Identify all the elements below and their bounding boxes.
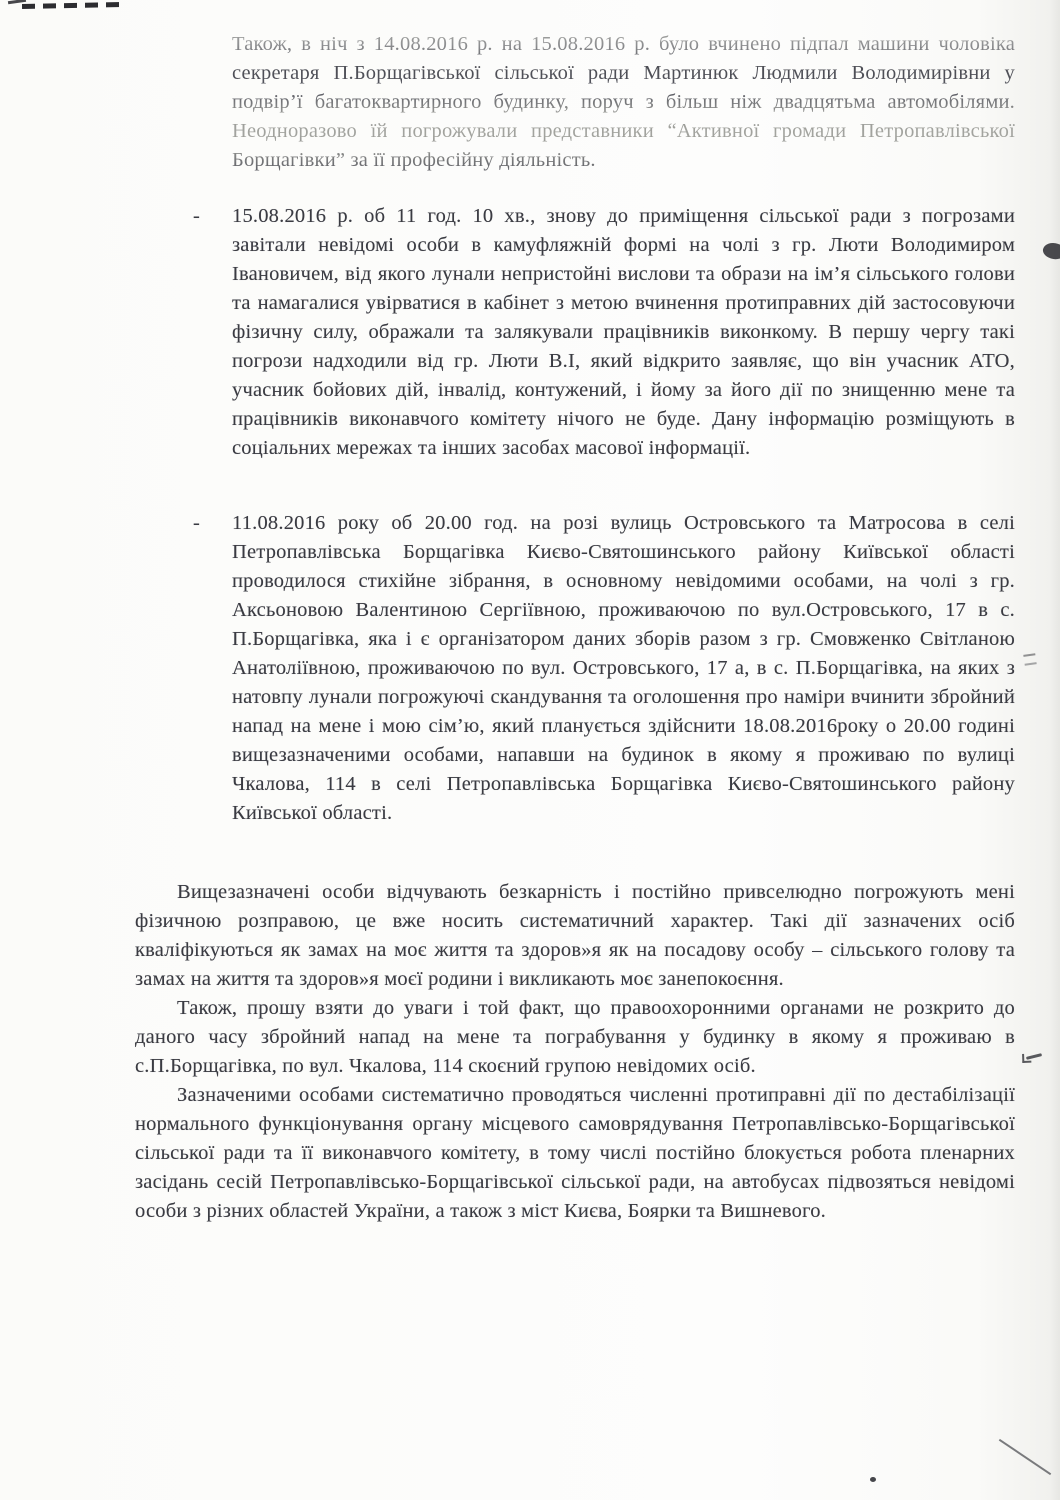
scan-artifact-top-corner — [8, 0, 26, 4]
list-item-threats-office — [135, 202, 1015, 463]
scan-artifact-right-blob — [1041, 240, 1060, 262]
document-body — [135, 30, 1015, 1226]
bullet-text: 15.08.2016 р. об 11 год. 10 хв., знову до приміщення сільської ради з погрозами завітали невідомі особи в камуфляжній формі на чолі з гр. Люти Володимиром Івановичем, від якого лунали непристойні вислови та образи на ім’я сільського голови та намагалися увірватися в кабінет з метою вчинення протиправних дій застосовуючи фізичну силу, ображали та залякували працівників виконкому. В першу чергу такі погрози надходили від гр. Люти В.І, який відкрито заявляє, що він учасник АТО, учасник бойових дій, інвалід, контужений, і йому за його дії по знищенню мене та працівників виконавчого комітету нічого не буде. Дану інформацію розміщують в соціальних мережах та інших засобах масової інформації. — [232, 205, 1015, 459]
paragraph-impunity: Вищезазначені особи відчувають безкарність і постійно привселюдно погрожують мені фізичною розправою, це вже носить систематичний характер. Такі дії зазначених осіб кваліфікуються як замах на моє життя та здоров»я як на посадову особу – сільського голову та замах на життя та здоров»я моєї родини і викликають моє занепокоєння. — [135, 881, 1015, 990]
paragraph-unsolved-attack: Також, прошу взяти до уваги і той факт, що правоохоронними органами не розкрито до даного часу збройний напад на мене та пограбування у будинку в якому я проживаю в с.П.Борщагівка, по вул. Чкалова, 114 скоєний групою невідомих осіб. — [135, 997, 1015, 1077]
bullet-text: Також, в ніч з 14.08.2016 р. на 15.08.2016 р. було вчинено підпал машини чоловіка секретаря П.Борщагівської сільської ради Мартинюк Людмили Володимирівни у подвір’ї багатоквартирного будинку, поруч з більш ніж двадцятьма автомобілями. Неодноразово їй погрожували представники “Активної громади Петропавлівської Борщагівки” за її професійну діяльність. — [232, 33, 1015, 171]
bullet-dash: - — [193, 512, 201, 534]
list-item-arson — [135, 30, 1015, 175]
paragraph-destabilization: Зазначеними особами систематично проводяться численні протиправні дії по дестабілізації нормального функціонування органу місцевого самоврядування Петропавлівсько-Борщагівської сільської ради та її виконавчого комітету, в тому числі постійно блокується робота пленарних засідань сесій Петропавлівсько-Борщагівської сільської ради, на автобусах підвозяться невідомі особи з різних областей України, а також з міст Києва, Боярки та Вишневого. — [135, 1084, 1015, 1222]
bullet-text: 11.08.2016 року об 20.00 год. на розі вулиць Островського та Матросова в селі Петропавлівська Борщагівка Києво-Святошинського району Київської області проводилося стихійне зібрання, в основному невідомими особами, на чолі з гр. Аксьоновою Валентиною Сергіївною, проживаючою по вул.Островського, 17 в с. П.Борщагівка, яка і є організатором даних зборів разом з гр. Смовженко Світланою Анатоліївною, проживаючою по вул. Островського, 17 а, в с. П.Борщагівка, на яких з натовпу лунали погрожуючі скандування та оголошення про наміри вчинити збройний напад на мене і мою сім’ю, який планується здійснити 18.08.2016року о 20.00 годині вищезазначеними особами, напавши на будинок в якому я проживаю по вулиці Чкалова, 114 в селі Петропавлівська Борщагівка Києво-Святошинського району Київської області. — [232, 512, 1015, 824]
scan-artifact-pen-mark — [1026, 1053, 1042, 1060]
scan-artifact-dot — [870, 1477, 876, 1482]
scan-artifact-right-tick — [1023, 653, 1036, 666]
bullet-dash: - — [193, 205, 201, 227]
list-item-gathering — [135, 509, 1015, 828]
bullet-dash: - — [193, 33, 201, 55]
scan-artifact-top-dashes — [22, 2, 122, 9]
scan-artifact-diagonal-line — [999, 1439, 1052, 1475]
